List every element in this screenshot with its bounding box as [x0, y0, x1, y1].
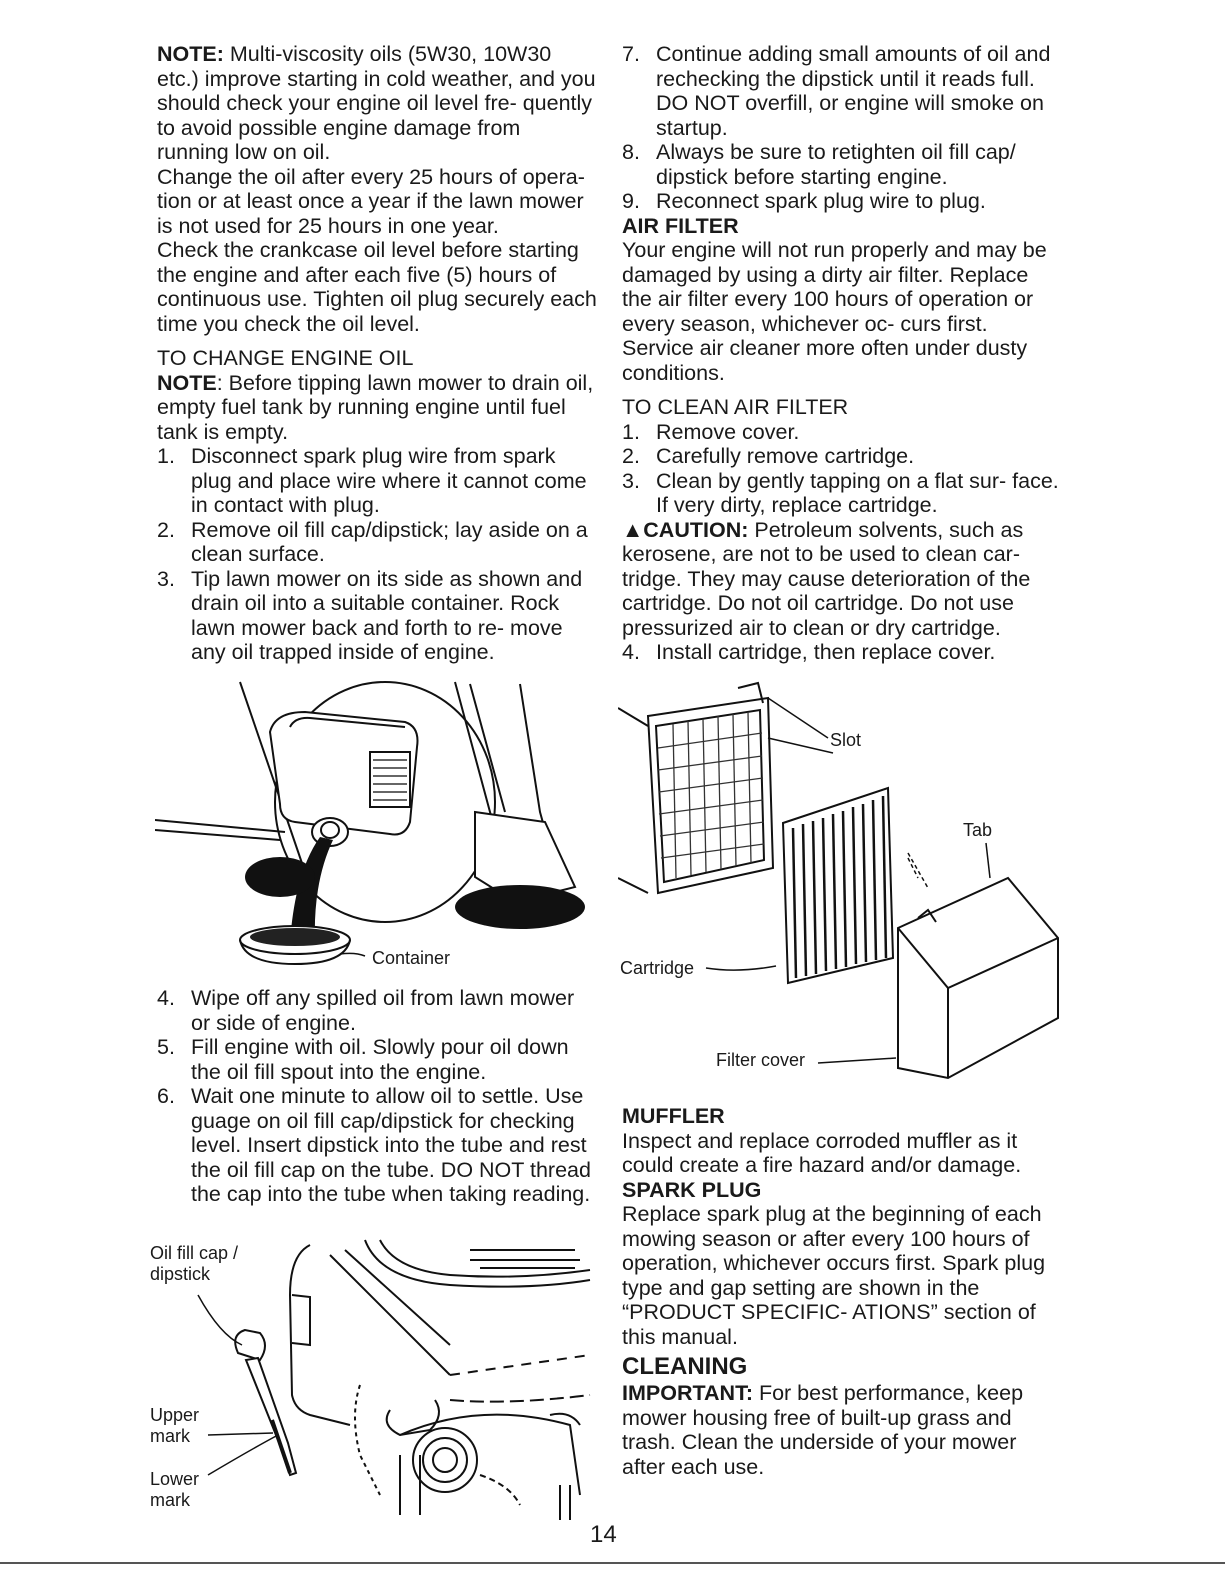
important-label: IMPORTANT:	[622, 1381, 753, 1405]
para-air-filter: Your engine will not run properly and may be damaged by using a dirty air filter. Replace the air filter every 100 hours of operation or every season, whichever oc- curs first. Service air cleaner more often under dusty conditions.	[622, 238, 1047, 385]
step-text: Install cartridge, then replace cover.	[656, 640, 996, 664]
list-item	[622, 42, 1062, 140]
left-column-lower	[157, 986, 597, 1207]
page-bottom-rule	[0, 1562, 1225, 1564]
right-column-lower	[622, 1104, 1062, 1479]
step-text: Remove cover.	[656, 419, 800, 444]
note-before-tipping	[157, 371, 597, 445]
para-change-oil-interval: Change the oil after every 25 hours of opera- tion or at least once a year if the lawn mower is not used for 25 hours in one year.	[157, 164, 585, 238]
label-filter-cover: Filter cover	[716, 1050, 806, 1070]
step-number: 6.	[157, 1084, 175, 1108]
list-item	[157, 1084, 597, 1207]
step-number: 1.	[622, 419, 640, 444]
step-number: 2.	[157, 517, 175, 542]
heading-muffler: MUFFLER	[622, 1104, 725, 1128]
list-item	[622, 140, 1062, 189]
steps-list-d	[622, 420, 1062, 518]
step-number: 9.	[622, 189, 640, 213]
note-multiviscosity	[157, 42, 597, 165]
note-text: : Before tipping lawn mower to drain oil, empty fuel tank by running engine until fuel tank is empty.	[157, 370, 594, 444]
steps-list-c	[622, 42, 1062, 214]
note-text: Multi-viscosity oils (5W30, 10W30 etc.) improve starting in cold weather, and you should check your engine oil level fre- quently to avoid possible engine damage from running low on oil.	[157, 42, 596, 164]
step-number: 7.	[622, 42, 640, 66]
list-item	[157, 1035, 597, 1084]
step-text: Wait one minute to allow oil to settle. Use guage on oil fill cap/dipstick for checking level. Insert dipstick into the tube and rest the oil fill cap on the tube. DO NOT thread the cap into the tube when taking reading.	[191, 1084, 591, 1206]
step-text: Reconnect spark plug wire to plug.	[656, 189, 986, 213]
step-number: 3.	[157, 566, 175, 591]
step-number: 4.	[157, 986, 175, 1010]
list-item	[157, 518, 597, 567]
caution-label: CAUTION:	[643, 517, 749, 542]
right-column	[622, 42, 1062, 665]
para-spark-plug: Replace spark plug at the beginning of each mowing season or after every 100 hours of operation, whichever occurs first. Spark plug type and gap setting are shown in the “PRODUCT SPECIFIC- ATIONS” section of this manual.	[622, 1202, 1046, 1349]
step-text: Tip lawn mower on its side as shown and drain oil into a suitable container. Rock lawn mower back and forth to re- move any oil trapped inside of engine.	[191, 566, 583, 664]
step-text: Remove oil fill cap/dipstick; lay aside on a clean surface.	[191, 517, 588, 566]
para-muffler: Inspect and replace corroded muffler as it could create a fire hazard and/or damage.	[622, 1128, 1022, 1177]
heading-spark-plug: SPARK PLUG	[622, 1177, 762, 1202]
label-dipstick: dipstick	[150, 1264, 211, 1284]
heading-to-change-engine-oil: TO CHANGE ENGINE OIL	[157, 346, 414, 370]
note-label: NOTE:	[157, 42, 224, 66]
heading-cleaning: CLEANING	[622, 1353, 748, 1380]
step-text: Fill engine with oil. Slowly pour oil down the oil fill spout into the engine.	[191, 1035, 569, 1084]
steps-list-b	[157, 986, 597, 1207]
warning-triangle-icon: ▲	[622, 517, 644, 542]
list-item	[622, 444, 1062, 469]
para-important	[622, 1381, 1062, 1479]
list-item	[157, 986, 597, 1035]
caution-text: Petroleum solvents, such as kerosene, are not to be used to clean car- tridge. They may cause deterioration of the cartridge. Do not oil cartridge. Do not use pressurized air to clean or dry cartridge.	[622, 517, 1031, 640]
step-text: Clean by gently tapping on a flat sur- face. If very dirty, replace cartridge.	[656, 468, 1059, 517]
list-item	[157, 444, 597, 518]
step-text: Continue adding small amounts of oil and rechecking the dipstick until it reads full. DO NOT overfill, or engine will smoke on startup.	[656, 42, 1051, 140]
step-number: 2.	[622, 444, 640, 468]
figure-draining-oil	[155, 672, 615, 972]
steps-list-a	[157, 444, 597, 665]
lawn-mower-tipped-illustration	[155, 672, 615, 972]
label-oil-fill-cap: Oil fill cap /	[150, 1243, 239, 1263]
label-upper-mark-2: mark	[150, 1426, 190, 1446]
heading-air-filter: AIR FILTER	[622, 213, 739, 238]
page-number: 14	[590, 1521, 617, 1548]
step-number: 1.	[157, 444, 175, 468]
left-column	[157, 42, 597, 665]
list-item	[622, 189, 1062, 214]
label-lower-mark-2: mark	[150, 1490, 190, 1510]
label-lower-mark-1: Lower	[150, 1469, 200, 1489]
label-container: Container	[372, 948, 451, 968]
label-cartridge: Cartridge	[620, 958, 695, 978]
step-number: 5.	[157, 1035, 175, 1059]
step-text: Carefully remove cartridge.	[656, 444, 915, 468]
heading-to-clean-air-filter: TO CLEAN AIR FILTER	[622, 395, 849, 419]
step-number: 4.	[622, 640, 640, 664]
step-text: Wipe off any spilled oil from lawn mower or side of engine.	[191, 986, 575, 1035]
label-slot: Slot	[830, 730, 862, 750]
important-text: For best performance, keep mower housing free of built-up grass and trash. Clean the underside of your mower after each use.	[622, 1381, 1024, 1479]
para-check-oil: Check the crankcase oil level before starting the engine and after each five (5) hours of continuous use. Tighten oil plug securely each time you check the oil level.	[157, 238, 597, 336]
step-number: 8.	[622, 140, 640, 164]
caution-note	[622, 518, 1062, 641]
list-item	[157, 567, 597, 665]
note-label: NOTE	[157, 370, 217, 395]
step-number: 3.	[622, 468, 640, 493]
list-item	[622, 640, 1062, 665]
step-text: Always be sure to retighten oil fill cap/ dipstick before starting engine.	[656, 140, 1016, 189]
step-text: Disconnect spark plug wire from spark plug and place wire where it cannot come in contact with plug.	[191, 444, 587, 517]
list-item	[622, 469, 1062, 518]
figure-air-filter	[618, 678, 1068, 1098]
label-upper-mark-1: Upper	[150, 1405, 200, 1425]
list-item	[622, 420, 1062, 445]
engine-dipstick-illustration	[150, 1235, 600, 1525]
label-tab: Tab	[963, 820, 993, 840]
figure-dipstick	[150, 1235, 600, 1525]
